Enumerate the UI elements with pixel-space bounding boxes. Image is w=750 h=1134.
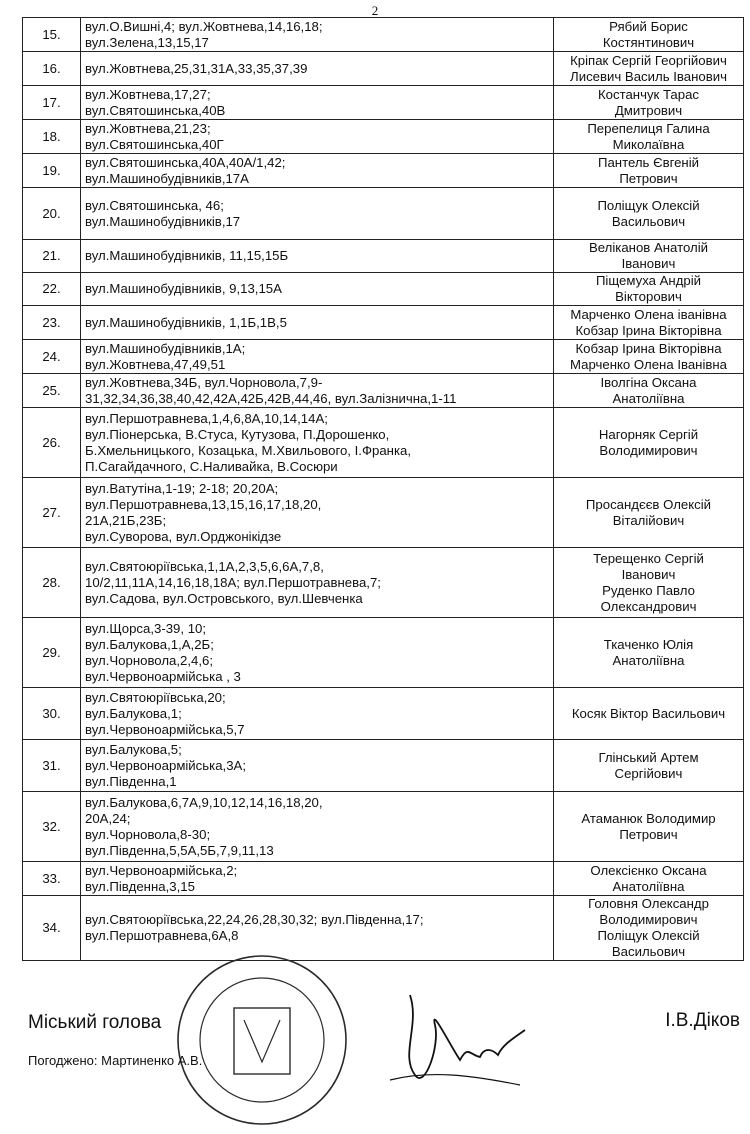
- streets-cell: [81, 120, 554, 154]
- table-row: [23, 52, 744, 86]
- row-number: 31.: [23, 740, 81, 792]
- street-line: вул.Жовтнева,34Б, вул.Чорновола,7,9-: [85, 374, 323, 390]
- street-line: вул.Машинобудівників,17: [85, 213, 241, 229]
- person-line: Пантель Євгеній: [597, 154, 700, 170]
- responsible-person-cell: [554, 52, 744, 86]
- handwritten-signature-icon: [380, 985, 530, 1095]
- street-line: вул.Жовтнева,21,23;: [85, 120, 211, 136]
- person-line: Поліщук Олексій: [597, 928, 700, 943]
- row-number: 19.: [23, 154, 81, 188]
- table-row: [23, 374, 744, 408]
- streets-cell: [81, 688, 554, 740]
- responsible-person-cell: [554, 862, 744, 896]
- responsible-person-cell: [554, 618, 744, 688]
- person-line: Сергійович: [614, 765, 683, 781]
- street-line: вул.Першотравнева,13,15,16,17,18,20,: [85, 496, 322, 512]
- responsible-person-cell: [554, 306, 744, 340]
- responsible-person-cell: [554, 688, 744, 740]
- person-line: Марченко Олена іванівна: [570, 306, 727, 322]
- assignment-table-body: [23, 18, 744, 961]
- round-seal-icon: [172, 950, 352, 1130]
- street-line: вул.Балукова,5;: [85, 741, 182, 757]
- person-line: Рябий Борис: [609, 18, 688, 34]
- person-line: Піщемуха Андрій: [595, 273, 702, 288]
- row-number: 20.: [23, 188, 81, 240]
- person-line: Іволгіна Оксана: [600, 374, 697, 390]
- person-line: Костянтинович: [602, 34, 695, 50]
- row-number: 32.: [23, 792, 81, 862]
- table-row: [23, 120, 744, 154]
- row-number: 33.: [23, 862, 81, 896]
- responsible-person-cell: [554, 340, 744, 374]
- street-line: вул.Святошинська, 46;: [85, 197, 224, 213]
- street-line: вул.Піонерська, В.Стуса, Кутузова, П.Дорошенко,: [85, 426, 390, 442]
- row-number: 15.: [23, 18, 81, 52]
- streets-cell: [81, 862, 554, 896]
- person-line: Ткаченко Юлія: [603, 636, 694, 652]
- person-line: Володимирович: [599, 442, 698, 458]
- row-number: 29.: [23, 618, 81, 688]
- person-line: Анатоліївна: [612, 878, 685, 894]
- responsible-person-cell: [554, 120, 744, 154]
- row-number: 24.: [23, 340, 81, 374]
- table-row: [23, 740, 744, 792]
- street-line: вул.Південна,5,5А,5Б,7,9,11,13: [85, 842, 274, 858]
- approved-by: Погоджено: Мартиненко А.В.: [28, 1053, 203, 1068]
- streets-cell: [81, 18, 554, 52]
- mayor-title: Міський голова: [28, 1012, 162, 1033]
- street-line: вул.Садова, вул.Островського, вул.Шевченка: [85, 590, 363, 606]
- table-row: [23, 306, 744, 340]
- street-line: вул.Чорновола,8-30;: [85, 826, 211, 842]
- person-line: Косяк Віктор Васильович: [571, 705, 726, 721]
- responsible-person-cell: [554, 408, 744, 478]
- table-row: [23, 862, 744, 896]
- person-line: Олександрович: [600, 598, 697, 614]
- street-line: Б.Хмельницького, Козацька, М.Хвильового, І.Франка,: [85, 442, 411, 458]
- responsible-person-cell: [554, 374, 744, 408]
- street-line: вул.Жовтнева,47,49,51: [85, 356, 226, 372]
- street-line: 10/2,11,11А,14,16,18,18А; вул.Першотравнева,7;: [85, 574, 381, 590]
- street-line: вул.Балукова,1;: [85, 705, 182, 721]
- street-line: вул.Машинобудівників,17А: [85, 170, 249, 186]
- table-row: [23, 896, 744, 961]
- row-number: 27.: [23, 478, 81, 548]
- responsible-person-cell: [554, 154, 744, 188]
- row-number: 18.: [23, 120, 81, 154]
- person-line: Терещенко Сергій: [593, 550, 704, 566]
- street-line: вул.Святоюріївська,1,1А,2,3,5,6,6А,7,8,: [85, 558, 324, 574]
- person-line: Атаманюк Володимир: [581, 810, 716, 826]
- streets-cell: [81, 306, 554, 340]
- street-line: вул.Балукова,1,А,2Б;: [85, 636, 214, 652]
- person-line: Петрович: [619, 826, 678, 842]
- streets-cell: [81, 478, 554, 548]
- street-line: вул.Балукова,6,7А,9,10,12,14,16,18,20,: [85, 794, 323, 810]
- street-line: вул.Святошинська,40А,40А/1,42;: [85, 154, 286, 170]
- street-line: вул.Чорновола,2,4,6;: [85, 652, 214, 668]
- street-line: вул.Червоноармійська,3А;: [85, 757, 246, 773]
- row-number: 34.: [23, 896, 81, 961]
- streets-cell: [81, 340, 554, 374]
- table-row: [23, 18, 744, 52]
- person-line: Віталійович: [612, 512, 685, 528]
- responsible-person-cell: [554, 18, 744, 52]
- row-number: 23.: [23, 306, 81, 340]
- street-line: вул.Щорса,3-39, 10;: [85, 620, 207, 636]
- street-line: вул.Святоюріївська,20;: [85, 689, 226, 705]
- table-row: [23, 86, 744, 120]
- person-line: Веліканов Анатолій: [588, 240, 709, 255]
- streets-cell: [81, 374, 554, 408]
- table-row: [23, 478, 744, 548]
- street-line: вул.Ватутіна,1-19; 2-18; 20,20А;: [85, 480, 279, 496]
- streets-cell: [81, 188, 554, 240]
- person-line: Поліщук Олексій: [597, 197, 700, 213]
- streets-cell: [81, 154, 554, 188]
- table-row: [23, 154, 744, 188]
- row-number: 21.: [23, 240, 81, 273]
- street-line: вул.О.Вишні,4; вул.Жовтнева,14,16,18;: [85, 18, 323, 34]
- person-line: Миколаївна: [612, 136, 685, 152]
- street-line: вул.Жовтнева,25,31,31А,33,35,37,39: [85, 60, 308, 76]
- person-line: Перепелиця Галина: [587, 120, 710, 136]
- street-line: вул.Жовтнева,17,27;: [85, 86, 211, 102]
- responsible-person-cell: [554, 548, 744, 618]
- streets-cell: [81, 740, 554, 792]
- streets-cell: [81, 548, 554, 618]
- street-line: вул.Першотравнева,6А,8: [85, 928, 239, 943]
- table-row: [23, 618, 744, 688]
- street-line: 20А,24;: [85, 810, 131, 826]
- responsible-person-cell: [554, 188, 744, 240]
- row-number: 28.: [23, 548, 81, 618]
- street-line: вул.Машинобудівників,1А;: [85, 340, 246, 356]
- row-number: 30.: [23, 688, 81, 740]
- street-line: вул.Суворова, вул.Орджонікідзе: [85, 528, 282, 544]
- responsible-person-cell: [554, 273, 744, 306]
- table-row: [23, 273, 744, 306]
- person-line: Руденко Павло: [602, 582, 695, 598]
- street-line: вул.Червоноармійська , 3: [85, 668, 241, 684]
- street-line: вул.Машинобудівників, 1,1Б,1В,5: [85, 314, 287, 330]
- person-line: Анатоліївна: [612, 390, 685, 406]
- table-row: [23, 240, 744, 273]
- person-line: Нагорняк Сергій: [598, 426, 699, 442]
- person-line: Володимирович: [599, 912, 698, 927]
- row-number: 25.: [23, 374, 81, 408]
- row-number: 26.: [23, 408, 81, 478]
- person-line: Просандєєв Олексій: [585, 496, 712, 512]
- responsible-person-cell: [554, 896, 744, 961]
- person-line: Кобзар Ірина Вікторівна: [575, 322, 722, 338]
- responsible-person-cell: [554, 478, 744, 548]
- street-line: вул.Святоюріївська,22,24,26,28,30,32; вул.Південна,17;: [85, 912, 424, 927]
- table-row: [23, 688, 744, 740]
- person-line: Анатоліївна: [612, 652, 685, 668]
- street-line: вул.Південна,1: [85, 773, 177, 789]
- table-row: [23, 340, 744, 374]
- person-line: Кобзар Ірина Вікторівна: [575, 340, 722, 356]
- streets-cell: [81, 86, 554, 120]
- person-line: Олексієнко Оксана: [590, 862, 707, 878]
- street-line: 21А,21Б,23Б;: [85, 512, 167, 528]
- street-line: вул.Машинобудівників, 11,15,15Б: [85, 248, 289, 263]
- row-number: 17.: [23, 86, 81, 120]
- person-line: Іванович: [621, 566, 676, 582]
- table-row: [23, 792, 744, 862]
- person-line: Глінський Артем: [598, 749, 699, 765]
- street-line: 31,32,34,36,38,40,42,42А,42Б,42В,44,46, вул.Залізнична,1-11: [85, 390, 457, 406]
- streets-cell: [81, 792, 554, 862]
- streets-cell: [81, 618, 554, 688]
- assignment-table: [22, 17, 744, 961]
- person-line: Дмитрович: [614, 102, 683, 118]
- street-line: вул.Південна,3,15: [85, 878, 195, 894]
- street-line: вул.Святошинська,40В: [85, 102, 226, 118]
- person-line: Костанчук Тарас: [597, 86, 700, 102]
- row-number: 16.: [23, 52, 81, 86]
- person-line: Вікторович: [615, 289, 682, 304]
- street-line: вул.Червоноармійська,5,7: [85, 721, 245, 737]
- person-line: Васильович: [611, 213, 686, 229]
- table-row: [23, 188, 744, 240]
- streets-cell: [81, 52, 554, 86]
- street-line: вул.Машинобудівників, 9,13,15А: [85, 281, 282, 296]
- person-line: Кріпак Сергій Георгійович: [570, 52, 727, 68]
- street-line: вул.Зелена,13,15,17: [85, 34, 209, 50]
- person-line: Головня Олександр: [588, 896, 709, 911]
- responsible-person-cell: [554, 740, 744, 792]
- responsible-person-cell: [554, 792, 744, 862]
- person-line: Васильович: [611, 944, 686, 959]
- street-line: вул.Святошинська,40Г: [85, 136, 224, 152]
- row-number: 22.: [23, 273, 81, 306]
- street-line: вул.Червоноармійська,2;: [85, 862, 238, 878]
- person-line: Іванович: [621, 256, 676, 271]
- responsible-person-cell: [554, 86, 744, 120]
- table-row: [23, 408, 744, 478]
- table-row: [23, 548, 744, 618]
- street-line: П.Сагайдачного, С.Наливайка, В.Сосюри: [85, 458, 338, 474]
- streets-cell: [81, 240, 554, 273]
- page-number: 2: [371, 3, 379, 18]
- person-line: Лисевич Василь Іванович: [570, 68, 727, 84]
- person-line: Петрович: [619, 170, 678, 186]
- responsible-person-cell: [554, 240, 744, 273]
- mayor-name: І.В.Діков: [665, 1010, 740, 1031]
- street-line: вул.Першотравнева,1,4,6,8А,10,14,14А;: [85, 410, 328, 426]
- streets-cell: [81, 408, 554, 478]
- streets-cell: [81, 273, 554, 306]
- person-line: Марченко Олена Іванівна: [569, 356, 728, 372]
